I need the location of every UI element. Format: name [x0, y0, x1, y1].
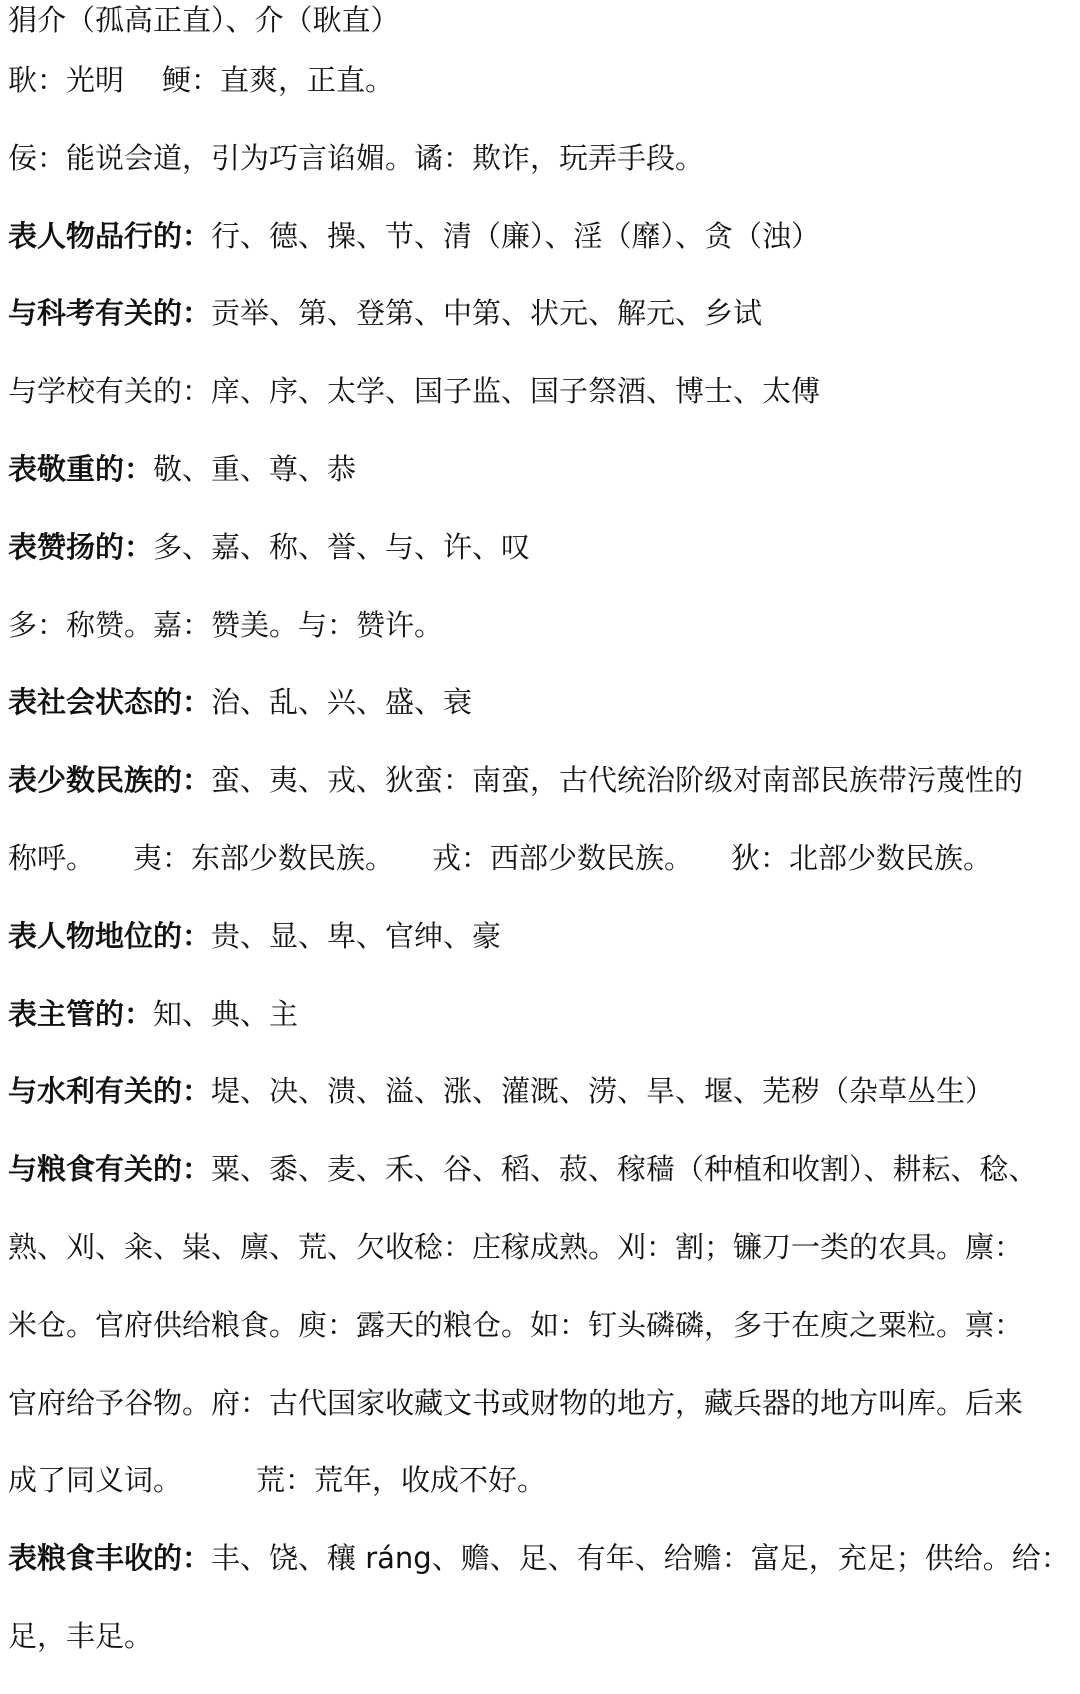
category-heading: 表少数民族的：	[8, 763, 212, 798]
text-line-7	[8, 449, 1072, 527]
text-line-6	[8, 371, 1072, 449]
category-heading: 表赞扬的：	[8, 529, 154, 564]
text-line-15	[8, 1071, 1072, 1149]
text-line-20	[8, 1460, 1072, 1538]
category-heading: 表粮食丰收的：	[8, 1541, 212, 1576]
line-text: 荒：荒年，收成不好。	[256, 1463, 547, 1498]
line-text: 戎：西部少数民族。	[432, 840, 694, 875]
text-line-16	[8, 1149, 1072, 1227]
text-line-18	[8, 1305, 1072, 1383]
line-text: 耿：光明	[8, 63, 125, 97]
line-text: 知、典、主	[153, 996, 299, 1031]
text-line-5	[8, 293, 1072, 371]
line-text: 多、嘉、称、誉、与、许、叹	[153, 529, 531, 564]
line-text: 多：称赞。嘉：赞美。与：赞许。	[8, 607, 444, 642]
line-text: 行、德、操、节、清（廉）、淫（靡）、贪（浊）	[211, 218, 821, 253]
line-text: 夷：东部少数民族。	[133, 840, 395, 875]
line-text: 成了同义词。	[8, 1463, 183, 1498]
line-text: 堤、决、溃、溢、涨、灌溉、涝、旱、堰、芜秽（杂草丛生）	[211, 1074, 995, 1109]
text-line-10	[8, 682, 1072, 760]
line-text: 佞：能说会道，引为巧言谄媚。谲：欺诈，玩弄手段。	[8, 140, 705, 175]
line-text: 贡举、第、登第、中第、状元、解元、乡试	[211, 296, 763, 331]
text-line-21	[8, 1538, 1072, 1616]
text-line-1	[8, 0, 1072, 60]
line-text: 蛮、夷、戎、狄蛮：南蛮，古代统治阶级对南部民族带污蔑性的	[211, 763, 1024, 798]
line-text: 称呼。	[8, 840, 96, 875]
text-line-13	[8, 916, 1072, 994]
text-line-11	[8, 760, 1072, 838]
line-text: 与学校有关的：庠、序、太学、国子监、国子祭酒、博士、太傅	[8, 374, 821, 409]
text-line-22	[8, 1616, 1072, 1694]
line-text: 粟、黍、麦、禾、谷、稻、菽、稼穑（种植和收割）、耕耘、稔、	[211, 1152, 1038, 1187]
line-text: 狷介（孤高正直）、介（耿直）	[8, 3, 400, 37]
text-line-17	[8, 1227, 1072, 1305]
line-text: 治、乱、兴、盛、衰	[211, 685, 473, 720]
category-heading: 与水利有关的：	[8, 1074, 212, 1109]
text-line-8	[8, 527, 1072, 605]
text-line-9	[8, 605, 1072, 683]
text-line-4	[8, 216, 1072, 294]
line-text: 足，丰足。	[8, 1618, 154, 1653]
category-heading: 与科考有关的：	[8, 296, 212, 331]
category-heading: 表人物地位的：	[8, 918, 212, 953]
category-heading: 与粮食有关的：	[8, 1152, 212, 1187]
line-text: 丰、饶、穰 ráng、赡、足、有年、给赡：富足，充足；供给。给：	[211, 1541, 1070, 1576]
category-heading: 表主管的：	[8, 996, 154, 1031]
text-line-2	[8, 60, 1072, 138]
text-line-12	[8, 838, 1072, 916]
category-heading: 表敬重的：	[8, 451, 154, 486]
text-line-19	[8, 1383, 1072, 1461]
line-text: 官府给予谷物。府：古代国家收藏文书或财物的地方，藏兵器的地方叫库。后来	[8, 1385, 1024, 1420]
category-heading: 表社会状态的：	[8, 685, 212, 720]
document-body	[8, 0, 1072, 1694]
line-text: 米仓。官府供给粮食。庾：露天的粮仓。如：钉头磷磷，多于在庾之粟粒。禀：	[8, 1307, 1024, 1342]
line-text: 熟、刈、籴、粜、廪、荒、欠收稔：庄稼成熟。刈：割；镰刀一类的农具。廪：	[8, 1229, 1024, 1264]
line-text: 敬、重、尊、恭	[153, 451, 357, 486]
line-text: 贵、显、卑、官绅、豪	[211, 918, 502, 953]
category-heading: 表人物品行的：	[8, 218, 212, 253]
line-text: 狄：北部少数民族。	[731, 840, 993, 875]
text-line-3	[8, 138, 1072, 216]
text-line-14	[8, 994, 1072, 1072]
line-text: 鲠：直爽，正直。	[162, 63, 395, 97]
